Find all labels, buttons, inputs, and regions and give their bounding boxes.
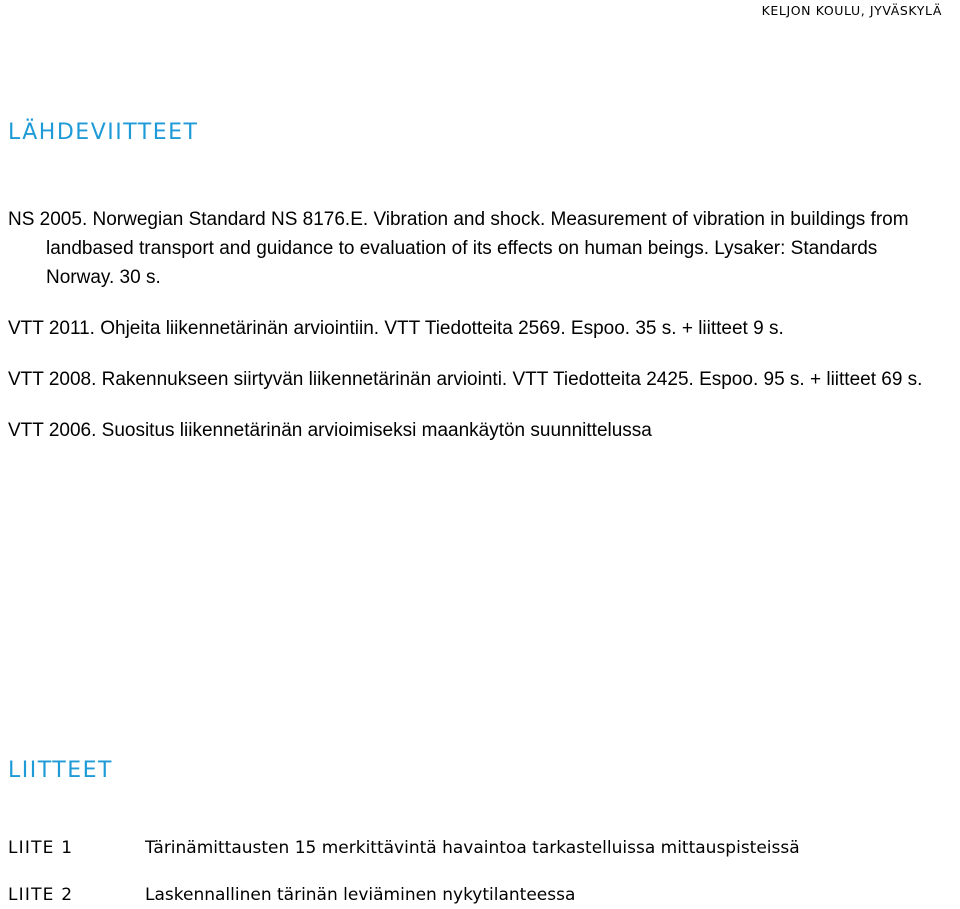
appendix-label: LIITE 2 [8,885,74,905]
reference-list [8,205,948,467]
document-header: KELJON KOULU, JYVÄSKYLÄ [761,3,942,18]
reference-item: VTT 2006. Suositus liikennetärinän arvioimiseksi maankäytön suunnittelussa [8,420,652,441]
references-title: LÄHDEVIITTEET [8,120,199,145]
appendix-label: LIITE 1 [8,838,74,858]
appendix-description: Laskennallinen tärinän leviäminen nykytilanteessa [145,885,576,905]
appendix-row [8,838,800,858]
appendix-description: Tärinämittausten 15 merkittävintä havaintoa tarkastelluissa mittauspisteissä [145,838,800,858]
reference-item: VTT 2011. Ohjeita liikennetärinän arviointiin. VTT Tiedotteita 2569. Espoo. 35 s. + liitteet 9 s. [8,318,784,339]
appendix-row [8,885,575,905]
reference-item: VTT 2008. Rakennukseen siirtyvän liikennetärinän arviointi. VTT Tiedotteita 2425. Espoo. 95 s. + liitteet 69 s. [8,369,923,390]
appendices-title: LIITTEET [8,758,113,783]
reference-item: NS 2005. Norwegian Standard NS 8176.E. Vibration and shock. Measurement of vibration in buildings from landbased transport and guidance to evaluation of its effects on human beings. Lysaker: Standards Norway. 30 s. [8,209,909,288]
